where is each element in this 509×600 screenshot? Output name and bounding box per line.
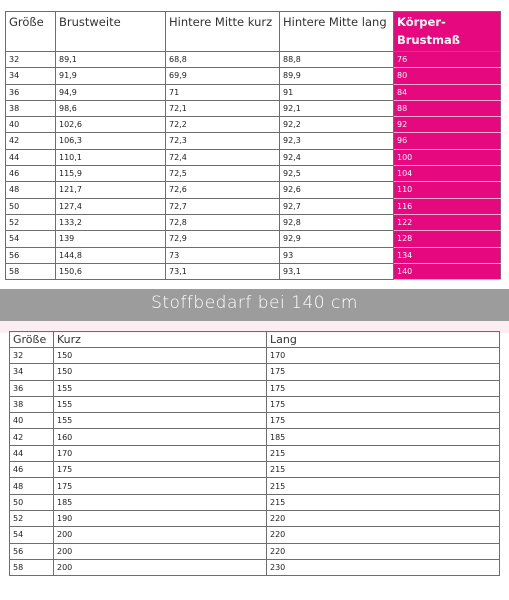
table-row bbox=[6, 166, 501, 182]
cell-kurz: 150 bbox=[54, 364, 267, 380]
table-row bbox=[6, 149, 501, 165]
cell-hintere-mitte-lang: 92,8 bbox=[280, 214, 394, 230]
cell-brustweite: 98,6 bbox=[56, 100, 166, 116]
cell-groesse: 38 bbox=[10, 396, 54, 412]
table-row bbox=[10, 429, 500, 445]
cell-koerper-brustmass: 100 bbox=[394, 149, 501, 165]
cell-hintere-mitte-lang: 93,1 bbox=[280, 263, 394, 279]
cell-brustweite: 89,1 bbox=[56, 52, 166, 68]
cell-brustweite: 121,7 bbox=[56, 182, 166, 198]
cell-groesse: 32 bbox=[10, 348, 54, 364]
header-koerper-brustmass: Körper-Brustmaß bbox=[394, 12, 501, 52]
cell-groesse: 48 bbox=[6, 182, 56, 198]
cell-hintere-mitte-lang: 93 bbox=[280, 247, 394, 263]
cell-hintere-mitte-kurz: 73,1 bbox=[166, 263, 280, 279]
cell-kurz: 155 bbox=[54, 413, 267, 429]
cell-groesse: 38 bbox=[6, 100, 56, 116]
cell-kurz: 200 bbox=[54, 559, 267, 575]
cell-lang: 215 bbox=[267, 478, 500, 494]
cell-hintere-mitte-lang: 92,6 bbox=[280, 182, 394, 198]
cell-hintere-mitte-lang: 88,8 bbox=[280, 52, 394, 68]
size-table bbox=[5, 11, 501, 280]
size-table-header-row bbox=[6, 12, 501, 52]
cell-kurz: 155 bbox=[54, 380, 267, 396]
cell-koerper-brustmass: 104 bbox=[394, 166, 501, 182]
cell-groesse: 58 bbox=[6, 263, 56, 279]
cell-hintere-mitte-kurz: 69,9 bbox=[166, 68, 280, 84]
header-hintere-mitte-lang: Hintere Mitte lang bbox=[280, 12, 394, 52]
cell-lang: 220 bbox=[267, 510, 500, 526]
cell-hintere-mitte-kurz: 72,2 bbox=[166, 117, 280, 133]
cell-lang: 185 bbox=[267, 429, 500, 445]
cell-kurz: 160 bbox=[54, 429, 267, 445]
cell-groesse: 46 bbox=[10, 462, 54, 478]
cell-groesse: 48 bbox=[10, 478, 54, 494]
cell-hintere-mitte-kurz: 72,3 bbox=[166, 133, 280, 149]
cell-lang: 175 bbox=[267, 413, 500, 429]
table-row bbox=[6, 133, 501, 149]
cell-brustweite: 144,8 bbox=[56, 247, 166, 263]
cell-koerper-brustmass: 92 bbox=[394, 117, 501, 133]
cell-koerper-brustmass: 128 bbox=[394, 231, 501, 247]
table-row bbox=[6, 247, 501, 263]
table-row bbox=[10, 364, 500, 380]
table-row bbox=[6, 182, 501, 198]
cell-koerper-brustmass: 88 bbox=[394, 100, 501, 116]
table-row bbox=[10, 543, 500, 559]
cell-kurz: 200 bbox=[54, 527, 267, 543]
cell-hintere-mitte-lang: 92,1 bbox=[280, 100, 394, 116]
cell-groesse: 44 bbox=[6, 149, 56, 165]
table-row bbox=[6, 68, 501, 84]
cell-hintere-mitte-lang: 92,3 bbox=[280, 133, 394, 149]
cell-brustweite: 94,9 bbox=[56, 84, 166, 100]
table-row bbox=[6, 52, 501, 68]
cell-lang: 220 bbox=[267, 543, 500, 559]
cell-kurz: 190 bbox=[54, 510, 267, 526]
header-kurz: Kurz bbox=[54, 332, 267, 348]
cell-brustweite: 150,6 bbox=[56, 263, 166, 279]
cell-brustweite: 110,1 bbox=[56, 149, 166, 165]
cell-hintere-mitte-kurz: 72,4 bbox=[166, 149, 280, 165]
cell-groesse: 56 bbox=[10, 543, 54, 559]
cell-lang: 220 bbox=[267, 527, 500, 543]
header-lang: Lang bbox=[267, 332, 500, 348]
cell-koerper-brustmass: 80 bbox=[394, 68, 501, 84]
cell-hintere-mitte-lang: 92,5 bbox=[280, 166, 394, 182]
cell-groesse: 32 bbox=[6, 52, 56, 68]
cell-hintere-mitte-lang: 92,7 bbox=[280, 198, 394, 214]
cell-kurz: 185 bbox=[54, 494, 267, 510]
cell-koerper-brustmass: 116 bbox=[394, 198, 501, 214]
cell-hintere-mitte-lang: 91 bbox=[280, 84, 394, 100]
cell-hintere-mitte-lang: 92,4 bbox=[280, 149, 394, 165]
table-row bbox=[10, 348, 500, 364]
cell-kurz: 200 bbox=[54, 543, 267, 559]
table-row bbox=[6, 214, 501, 230]
cell-groesse: 44 bbox=[10, 445, 54, 461]
cell-groesse: 36 bbox=[10, 380, 54, 396]
table-row bbox=[10, 413, 500, 429]
table-row bbox=[10, 396, 500, 412]
cell-lang: 215 bbox=[267, 445, 500, 461]
table-row bbox=[6, 231, 501, 247]
cell-koerper-brustmass: 84 bbox=[394, 84, 501, 100]
cell-brustweite: 102,6 bbox=[56, 117, 166, 133]
cell-kurz: 175 bbox=[54, 478, 267, 494]
cell-groesse: 52 bbox=[6, 214, 56, 230]
cell-koerper-brustmass: 134 bbox=[394, 247, 501, 263]
cell-brustweite: 133,2 bbox=[56, 214, 166, 230]
cell-brustweite: 106,3 bbox=[56, 133, 166, 149]
cell-groesse: 42 bbox=[10, 429, 54, 445]
cell-groesse: 34 bbox=[10, 364, 54, 380]
table-row bbox=[6, 198, 501, 214]
cell-hintere-mitte-lang: 92,9 bbox=[280, 231, 394, 247]
cell-lang: 175 bbox=[267, 380, 500, 396]
cell-lang: 175 bbox=[267, 364, 500, 380]
cell-lang: 230 bbox=[267, 559, 500, 575]
cell-brustweite: 127,4 bbox=[56, 198, 166, 214]
cell-groesse: 34 bbox=[6, 68, 56, 84]
cell-hintere-mitte-kurz: 72,6 bbox=[166, 182, 280, 198]
cell-groesse: 36 bbox=[6, 84, 56, 100]
cell-kurz: 150 bbox=[54, 348, 267, 364]
table-row bbox=[6, 117, 501, 133]
fabric-table-header-row bbox=[10, 332, 500, 348]
cell-kurz: 170 bbox=[54, 445, 267, 461]
header-brustweite: Brustweite bbox=[56, 12, 166, 52]
header-groesse: Größe bbox=[10, 332, 54, 348]
cell-hintere-mitte-kurz: 68,8 bbox=[166, 52, 280, 68]
table-row bbox=[6, 263, 501, 279]
cell-koerper-brustmass: 122 bbox=[394, 214, 501, 230]
cell-hintere-mitte-kurz: 71 bbox=[166, 84, 280, 100]
table-row bbox=[10, 494, 500, 510]
cell-brustweite: 139 bbox=[56, 231, 166, 247]
table-row bbox=[10, 559, 500, 575]
cell-brustweite: 115,9 bbox=[56, 166, 166, 182]
cell-groesse: 54 bbox=[6, 231, 56, 247]
cell-brustweite: 91,9 bbox=[56, 68, 166, 84]
cell-groesse: 54 bbox=[10, 527, 54, 543]
table-row bbox=[6, 100, 501, 116]
table-row bbox=[6, 84, 501, 100]
fabric-table bbox=[9, 331, 500, 576]
table-row bbox=[10, 510, 500, 526]
table-row bbox=[10, 380, 500, 396]
cell-groesse: 58 bbox=[10, 559, 54, 575]
cell-hintere-mitte-kurz: 72,9 bbox=[166, 231, 280, 247]
cell-groesse: 52 bbox=[10, 510, 54, 526]
cell-hintere-mitte-lang: 92,2 bbox=[280, 117, 394, 133]
table-row bbox=[10, 445, 500, 461]
cell-hintere-mitte-kurz: 72,8 bbox=[166, 214, 280, 230]
cell-groesse: 50 bbox=[10, 494, 54, 510]
cell-hintere-mitte-kurz: 72,7 bbox=[166, 198, 280, 214]
table-row bbox=[10, 478, 500, 494]
fabric-requirement-banner bbox=[0, 289, 509, 321]
cell-groesse: 40 bbox=[6, 117, 56, 133]
cell-hintere-mitte-kurz: 72,5 bbox=[166, 166, 280, 182]
cell-hintere-mitte-lang: 89,9 bbox=[280, 68, 394, 84]
cell-groesse: 42 bbox=[6, 133, 56, 149]
cell-groesse: 50 bbox=[6, 198, 56, 214]
cell-lang: 215 bbox=[267, 462, 500, 478]
cell-lang: 175 bbox=[267, 396, 500, 412]
cell-groesse: 56 bbox=[6, 247, 56, 263]
banner-title: Stoffbedarf bei 140 cm bbox=[151, 293, 358, 313]
cell-koerper-brustmass: 96 bbox=[394, 133, 501, 149]
cell-koerper-brustmass: 76 bbox=[394, 52, 501, 68]
cell-koerper-brustmass: 140 bbox=[394, 263, 501, 279]
cell-kurz: 155 bbox=[54, 396, 267, 412]
table-row bbox=[10, 462, 500, 478]
cell-kurz: 175 bbox=[54, 462, 267, 478]
cell-hintere-mitte-kurz: 73 bbox=[166, 247, 280, 263]
header-groesse: Größe bbox=[6, 12, 56, 52]
cell-lang: 170 bbox=[267, 348, 500, 364]
cell-koerper-brustmass: 110 bbox=[394, 182, 501, 198]
cell-lang: 215 bbox=[267, 494, 500, 510]
cell-groesse: 40 bbox=[10, 413, 54, 429]
cell-hintere-mitte-kurz: 72,1 bbox=[166, 100, 280, 116]
table-row bbox=[10, 527, 500, 543]
header-hintere-mitte-kurz: Hintere Mitte kurz bbox=[166, 12, 280, 52]
cell-groesse: 46 bbox=[6, 166, 56, 182]
